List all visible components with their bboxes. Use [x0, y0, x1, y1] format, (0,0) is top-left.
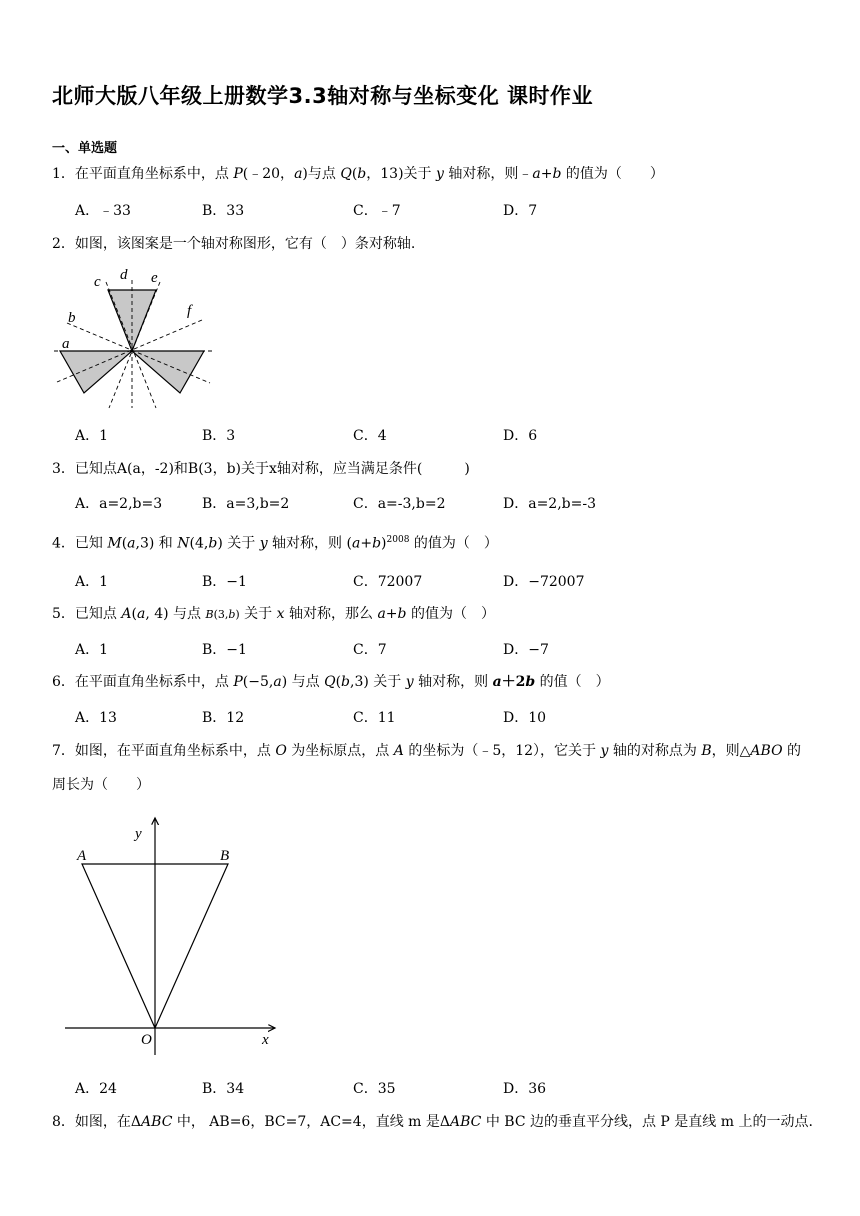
question-7: 7．如图，在平面直角坐标系中，点 O 为坐标原点，点 A 的坐标为（﹣5，12），它关于 y 轴的对称点为 B，则△ABO 的周长为（ ） — [52, 743, 801, 793]
option-a[interactable]: A．a=2,b=3 — [75, 496, 163, 512]
option-c[interactable]: C．7 — [353, 642, 387, 658]
option-c[interactable]: C．﹣7 — [353, 203, 401, 219]
option-c[interactable]: C．4 — [353, 428, 387, 444]
question-6-options — [75, 707, 675, 727]
option-b[interactable]: B．12 — [202, 710, 245, 726]
label-B: B — [220, 848, 230, 864]
question-6: 6．在平面直角坐标系中，点 P(−5,a) 与点 Q(b,3) 关于 y 轴对称，则 a＋2b 的值（ ） — [52, 674, 610, 690]
option-c[interactable]: C．35 — [353, 1081, 396, 1097]
option-b[interactable]: B．a=3,b=2 — [202, 496, 290, 512]
option-c[interactable]: C．a=-3,b=2 — [353, 496, 446, 512]
option-a[interactable]: A．13 — [75, 710, 117, 726]
section-heading: 一、单选题 — [52, 141, 118, 156]
option-b[interactable]: B．34 — [202, 1081, 245, 1097]
question-5: 5．已知点 A(a, 4) 与点 B(3,b) 关于 x 轴对称，那么 a+b 的值为（ ） — [52, 606, 495, 622]
question-3-options — [75, 493, 675, 513]
coordinate-figure — [60, 810, 290, 1065]
option-d[interactable]: D．10 — [503, 710, 547, 726]
page-title: 北师大版八年级上册数学3.3轴对称与坐标变化 课时作业 — [52, 84, 594, 108]
label-c: c — [94, 274, 101, 290]
label-O: O — [141, 1032, 152, 1048]
label-x: x — [262, 1032, 269, 1048]
label-y: y — [135, 826, 142, 842]
option-d[interactable]: D．−7 — [503, 642, 549, 658]
option-d[interactable]: D．36 — [503, 1081, 547, 1097]
option-c[interactable]: C．11 — [353, 710, 396, 726]
option-b[interactable]: B．33 — [202, 203, 245, 219]
question-1: 1．在平面直角坐标系中，点 P(﹣20，a)与点 Q(b，13)关于 y 轴对称，则﹣a+b 的值为（ ） — [52, 166, 664, 182]
option-c[interactable]: C．72007 — [353, 574, 423, 590]
option-d[interactable]: D．−72007 — [503, 574, 585, 590]
option-d[interactable]: D．7 — [503, 203, 538, 219]
option-d[interactable]: D．6 — [503, 428, 538, 444]
symmetry-figure — [52, 266, 217, 411]
option-b[interactable]: B．−1 — [202, 574, 247, 590]
option-a[interactable]: A．﹣33 — [75, 203, 131, 219]
top-triangle — [108, 290, 156, 351]
label-d: d — [120, 267, 128, 283]
right-triangle — [132, 351, 204, 393]
label-a: a — [62, 336, 70, 352]
option-a[interactable]: A．24 — [75, 1081, 117, 1097]
question-3: 3．已知点A(a，-2)和B(3，b)关于x轴对称，应当满足条件( ) — [52, 461, 470, 477]
question-1-options — [75, 200, 675, 220]
option-d[interactable]: D．a=2,b=-3 — [503, 496, 596, 512]
label-A: A — [77, 848, 87, 864]
question-8: 8．如图，在ΔABC 中， AB=6，BC=7，AC=4，直线 m 是ΔABC 中 BC 边的垂直平分线，点 P 是直线 m 上的一动点. — [52, 1114, 813, 1130]
question-7-options — [75, 1078, 675, 1098]
label-f: f — [187, 303, 192, 319]
option-b[interactable]: B．3 — [202, 428, 236, 444]
question-4: 4．已知 M(a,3) 和 N(4,b) 关于 y 轴对称，则 $(a+b)^{2008}$ 的值为（ ） — [52, 535, 498, 552]
question-4-options — [75, 571, 675, 591]
question-5-options — [75, 639, 675, 659]
question-2: 2．如图，该图案是一个轴对称图形，它有（ ）条对称轴. — [52, 236, 416, 252]
label-e: e — [151, 270, 158, 286]
option-a[interactable]: A．1 — [75, 574, 109, 590]
question-2-options — [75, 425, 675, 445]
option-a[interactable]: A．1 — [75, 642, 109, 658]
option-a[interactable]: A．1 — [75, 428, 109, 444]
label-b: b — [68, 310, 76, 326]
option-b[interactable]: B．−1 — [202, 642, 247, 658]
left-triangle — [60, 351, 132, 393]
